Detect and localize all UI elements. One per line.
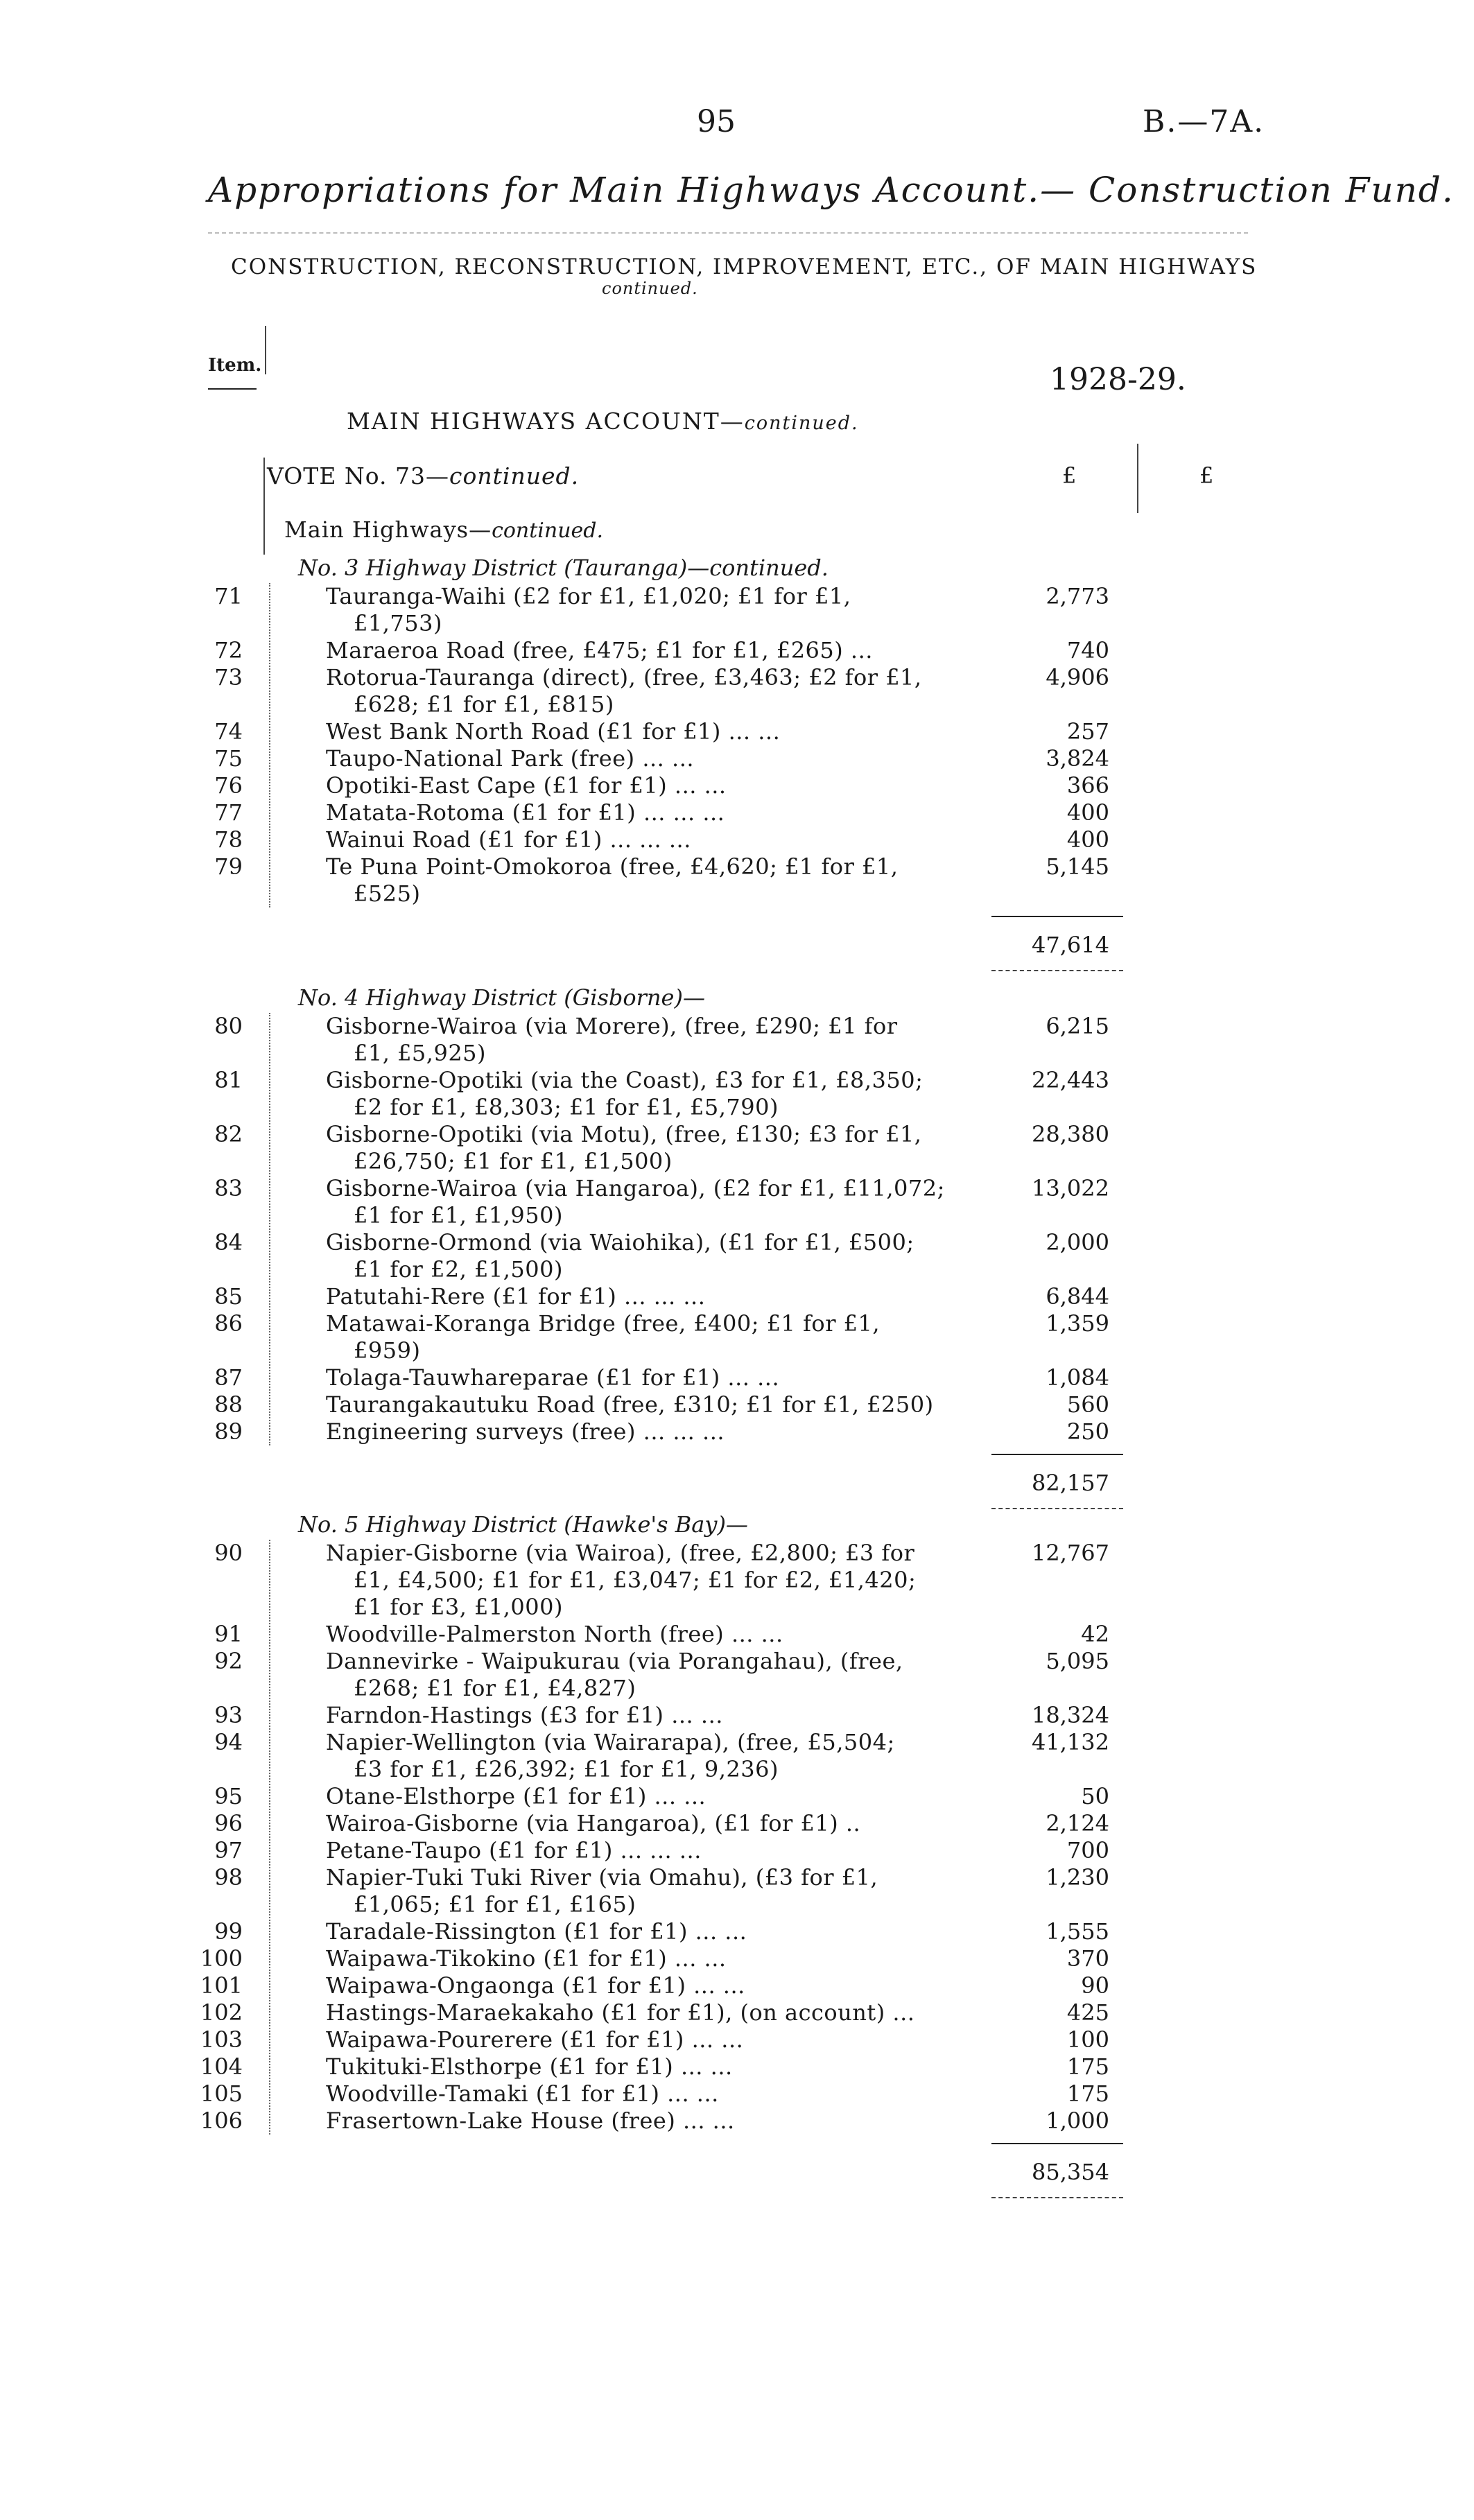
district-heading: No. 3 Highway District (Tauranga)—continued. — [298, 555, 829, 581]
item-amount: 2,773 — [1046, 583, 1109, 609]
item-amount: 28,380 — [1032, 1121, 1109, 1147]
item-amount: 1,359 — [1046, 1310, 1109, 1337]
vote-bracket — [263, 458, 265, 555]
item-description: Patutahi-Rere (£1 for £1) ... ... ... — [326, 1283, 706, 1310]
item-description-continued: £1,753) — [354, 610, 442, 636]
item-number: 80 — [214, 1013, 243, 1039]
item-description: Gisborne-Ormond (via Waiohika), (£1 for £1, £500; — [326, 1229, 914, 1255]
item-amount: 2,000 — [1046, 1229, 1109, 1255]
item-number: 106 — [200, 2108, 243, 2134]
item-number: 91 — [214, 1621, 243, 1647]
item-description: Engineering surveys (free) ... ... ... — [326, 1418, 725, 1445]
item-amount: 257 — [1066, 718, 1109, 745]
item-number: 74 — [214, 718, 243, 745]
item-amount: 560 — [1066, 1391, 1109, 1418]
item-number: 73 — [214, 664, 243, 690]
item-amount: 6,215 — [1046, 1013, 1109, 1039]
item-amount: 4,906 — [1046, 664, 1109, 690]
item-amount: 700 — [1066, 1837, 1109, 1863]
item-amount: 5,095 — [1046, 1648, 1109, 1674]
item-description: Te Puna Point-Omokoroa (free, £4,620; £1 for £1, — [326, 853, 899, 880]
item-number: 75 — [214, 745, 243, 772]
item-number: 89 — [214, 1418, 243, 1445]
item-amount: 370 — [1066, 1945, 1109, 1972]
document-code: B.—7A. — [1143, 104, 1265, 139]
subtotal-rule — [991, 1454, 1123, 1455]
item-amount: 90 — [1081, 1972, 1109, 1999]
item-amount: 13,022 — [1032, 1175, 1109, 1201]
subtotal-underline — [991, 1508, 1123, 1509]
item-number: 72 — [214, 637, 243, 663]
item-description-continued: £959) — [354, 1337, 421, 1364]
item-header-underline — [208, 388, 257, 390]
vote-text: VOTE No. 73— — [267, 462, 450, 489]
item-number: 99 — [214, 1918, 243, 1945]
item-number: 104 — [200, 2053, 243, 2080]
item-number: 102 — [200, 1999, 243, 2026]
item-description-continued: £268; £1 for £1, £4,827) — [354, 1675, 636, 1701]
item-number: 71 — [214, 583, 243, 609]
item-amount: 5,145 — [1046, 853, 1109, 880]
item-description: Tukituki-Elsthorpe (£1 for £1) ... ... — [326, 2053, 733, 2080]
subtotal-underline — [991, 970, 1123, 971]
item-description: Taupo-National Park (free) ... ... — [326, 745, 695, 772]
item-number: 76 — [214, 772, 243, 799]
item-description: Frasertown-Lake House (free) ... ... — [326, 2108, 735, 2134]
item-amount: 22,443 — [1032, 1067, 1109, 1093]
item-amount: 1,230 — [1046, 1864, 1109, 1891]
item-number: 78 — [214, 826, 243, 853]
item-description: Tauranga-Waihi (£2 for £1, £1,020; £1 for £1, — [326, 583, 851, 609]
item-description: Waipawa-Tikokino (£1 for £1) ... ... — [326, 1945, 727, 1972]
item-amount: 2,124 — [1046, 1810, 1109, 1836]
item-amount: 42 — [1081, 1621, 1109, 1647]
item-number: 85 — [214, 1283, 243, 1310]
item-description: Matawai-Koranga Bridge (free, £400; £1 for £1, — [326, 1310, 881, 1337]
item-description-continued: £1 for £2, £1,500) — [354, 1256, 563, 1283]
subtotal-rule — [991, 2143, 1123, 2144]
item-description: Gisborne-Opotiki (via Motu), (free, £130; £3 for £1, — [326, 1121, 922, 1147]
item-description: Napier-Tuki Tuki River (via Omahu), (£3 for £1, — [326, 1864, 878, 1891]
column-divider — [1137, 444, 1138, 513]
year-column-header: 1928-29. — [1050, 362, 1186, 397]
district-heading: No. 4 Highway District (Gisborne)— — [298, 984, 705, 1011]
item-number: 96 — [214, 1810, 243, 1836]
item-amount: 18,324 — [1032, 1702, 1109, 1728]
item-description: Gisborne-Wairoa (via Hangaroa), (£2 for £1, £11,072; — [326, 1175, 945, 1201]
item-description-continued: £525) — [354, 880, 421, 907]
item-number: 77 — [214, 799, 243, 826]
item-column-header: Item. — [208, 355, 262, 376]
item-description: Taurangakautuku Road (free, £310; £1 for £1, £250) — [326, 1391, 934, 1418]
district-subtotal: 47,614 — [1032, 932, 1109, 958]
item-number: 97 — [214, 1837, 243, 1863]
item-amount: 425 — [1066, 1999, 1109, 2026]
account-heading-text: MAIN HIGHWAYS ACCOUNT— — [347, 408, 745, 435]
item-number: 105 — [200, 2080, 243, 2107]
item-description: Napier-Gisborne (via Wairoa), (free, £2,800; £3 for — [326, 1540, 915, 1566]
item-description: West Bank North Road (£1 for £1) ... ... — [326, 718, 781, 745]
item-number: 95 — [214, 1783, 243, 1809]
item-column-divider — [269, 1540, 270, 2135]
item-amount: 1,000 — [1046, 2108, 1109, 2134]
item-column-divider — [269, 1013, 270, 1445]
item-amount: 740 — [1066, 637, 1109, 663]
section-subtitle-continued: continued. — [602, 279, 698, 298]
section-label-text: Main Highways— — [284, 516, 492, 543]
item-column-divider-top — [265, 326, 266, 374]
item-amount: 100 — [1066, 2026, 1109, 2053]
item-amount: 175 — [1066, 2080, 1109, 2107]
item-description-continued: £1, £4,500; £1 for £1, £3,047; £1 for £2, £1,420; — [354, 1567, 917, 1593]
subtotal-underline — [991, 2197, 1123, 2198]
item-description-continued: £1, £5,925) — [354, 1040, 487, 1066]
item-number: 101 — [200, 1972, 243, 1999]
account-heading-continued: continued. — [744, 412, 859, 434]
item-description-continued: £26,750; £1 for £1, £1,500) — [354, 1148, 673, 1174]
item-number: 90 — [214, 1540, 243, 1566]
item-amount: 41,132 — [1032, 1729, 1109, 1755]
item-description: Waipawa-Pourerere (£1 for £1) ... ... — [326, 2026, 744, 2053]
title-divider — [208, 232, 1248, 234]
item-number: 82 — [214, 1121, 243, 1147]
item-description: Tolaga-Tauwhareparae (£1 for £1) ... ... — [326, 1364, 780, 1391]
item-number: 100 — [200, 1945, 243, 1972]
item-number: 86 — [214, 1310, 243, 1337]
account-heading — [347, 408, 859, 435]
item-description: Woodville-Palmerston North (free) ... ... — [326, 1621, 783, 1647]
item-description: Wairoa-Gisborne (via Hangaroa), (£1 for £1) .. — [326, 1810, 861, 1836]
item-number: 94 — [214, 1729, 243, 1755]
item-description-continued: £1,065; £1 for £1, £165) — [354, 1891, 636, 1918]
section-label-continued: continued. — [492, 519, 604, 543]
item-description-continued: £2 for £1, £8,303; £1 for £1, £5,790) — [354, 1094, 779, 1120]
item-amount: 366 — [1066, 772, 1109, 799]
item-description: Gisborne-Wairoa (via Morere), (free, £290; £1 for — [326, 1013, 898, 1039]
item-number: 79 — [214, 853, 243, 880]
currency-column-1: £ — [1062, 462, 1077, 489]
page-title: Appropriations for Main Highways Account.— Construction Fund. — [208, 170, 1455, 210]
item-number: 92 — [214, 1648, 243, 1674]
district-heading: No. 5 Highway District (Hawke's Bay)— — [298, 1511, 748, 1538]
item-description: Hastings-Maraekakaho (£1 for £1), (on account) ... — [326, 1999, 915, 2026]
item-number: 81 — [214, 1067, 243, 1093]
item-number: 88 — [214, 1391, 243, 1418]
subtotal-rule — [991, 916, 1123, 917]
item-description: Petane-Taupo (£1 for £1) ... ... ... — [326, 1837, 702, 1863]
item-description: Waipawa-Ongaonga (£1 for £1) ... ... — [326, 1972, 745, 1999]
item-description: Taradale-Rissington (£1 for £1) ... ... — [326, 1918, 747, 1945]
item-column-divider — [269, 583, 270, 907]
item-description: Gisborne-Opotiki (via the Coast), £3 for £1, £8,350; — [326, 1067, 924, 1093]
item-amount: 1,555 — [1046, 1918, 1109, 1945]
item-description-continued: £1 for £3, £1,000) — [354, 1594, 563, 1620]
item-description: Wainui Road (£1 for £1) ... ... ... — [326, 826, 691, 853]
item-number: 98 — [214, 1864, 243, 1891]
item-description: Otane-Elsthorpe (£1 for £1) ... ... — [326, 1783, 706, 1809]
item-amount: 12,767 — [1032, 1540, 1109, 1566]
item-amount: 175 — [1066, 2053, 1109, 2080]
item-description: Opotiki-East Cape (£1 for £1) ... ... — [326, 772, 727, 799]
district-subtotal: 85,354 — [1032, 2159, 1109, 2185]
item-description: Dannevirke - Waipukurau (via Porangahau), (free, — [326, 1648, 903, 1674]
item-number: 84 — [214, 1229, 243, 1255]
item-description: Woodville-Tamaki (£1 for £1) ... ... — [326, 2080, 719, 2107]
item-description-continued: £1 for £1, £1,950) — [354, 1202, 563, 1228]
item-amount: 6,844 — [1046, 1283, 1109, 1310]
item-description: Farndon-Hastings (£3 for £1) ... ... — [326, 1702, 723, 1728]
item-number: 83 — [214, 1175, 243, 1201]
item-amount: 400 — [1066, 826, 1109, 853]
item-amount: 250 — [1066, 1418, 1109, 1445]
item-description: Napier-Wellington (via Wairarapa), (free, £5,504; — [326, 1729, 895, 1755]
item-amount: 1,084 — [1046, 1364, 1109, 1391]
district-subtotal: 82,157 — [1032, 1470, 1109, 1496]
item-amount: 3,824 — [1046, 745, 1109, 772]
currency-column-2: £ — [1199, 462, 1214, 489]
section-subtitle: CONSTRUCTION, RECONSTRUCTION, IMPROVEMENT, ETC., OF MAIN HIGHWAYS — [231, 254, 1258, 279]
vote-continued: continued. — [449, 462, 580, 489]
item-number: 103 — [200, 2026, 243, 2053]
section-label — [284, 516, 603, 543]
item-amount: 50 — [1081, 1783, 1109, 1809]
item-description-continued: £3 for £1, £26,392; £1 for £1, 9,236) — [354, 1756, 779, 1782]
item-number: 93 — [214, 1702, 243, 1728]
item-amount: 400 — [1066, 799, 1109, 826]
item-description-continued: £628; £1 for £1, £815) — [354, 691, 614, 718]
item-description: Rotorua-Tauranga (direct), (free, £3,463; £2 for £1, — [326, 664, 922, 690]
item-description: Maraeroa Road (free, £475; £1 for £1, £265) ... — [326, 637, 873, 663]
item-number: 87 — [214, 1364, 243, 1391]
page-number: 95 — [697, 104, 736, 139]
item-description: Matata-Rotoma (£1 for £1) ... ... ... — [326, 799, 725, 826]
vote-line — [267, 462, 579, 489]
